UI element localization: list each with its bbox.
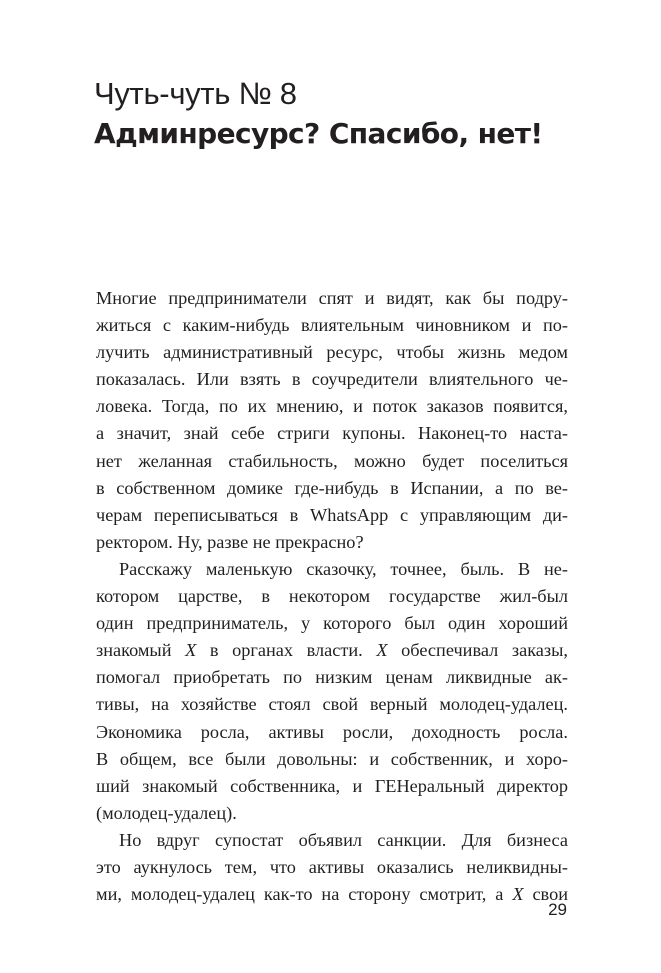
text-line: ректором. Ну, разве не прекрасно? [96,531,364,552]
variable-x: X [376,640,388,661]
text-line: ловека. Тогда, по их мнению, и поток заказов появится, [96,396,568,417]
text-line: это аукнулось тем, что активы оказались неликвидны- [96,856,568,877]
text-line: один предприниматель, у которого был один хороший [96,613,568,634]
text-line: нет желанная стабильность, можно будет поселиться [96,450,568,471]
text-line: знакомый X в органах власти. X обеспечивал заказы, [96,640,568,661]
text-line: (молодец-удалец). [96,802,237,823]
text-line: Расскажу маленькую сказочку, точнее, быль. В не- [119,558,568,579]
chapter-number: Чуть-чуть № 8 [94,76,297,111]
text-line: ший знакомый собственника, и ГЕНеральный директор [96,775,568,796]
variable-x: X [185,640,197,661]
text-line: Многие предприниматели спят и видят, как бы подру- [96,288,568,308]
text-line: тивы, на хозяйстве стоял свой верный молодец-удалец. [96,694,568,715]
text-line: котором царстве, в некотором государстве жил-был [96,586,568,607]
text-line: помогал приобретать по низким ценам ликвидные ак- [96,667,568,688]
variable-x: X [512,884,524,905]
text-line: лучить административный ресурс, чтобы жизнь медом [96,342,568,363]
text-line: ми, молодец-удалец как-то на сторону смотрит, а X свои [96,884,568,905]
text-line: а значит, знай себе стриги купоны. Наконец-то наста- [96,423,568,444]
text-line: Но вдруг супостат объявил санкции. Для бизнеса [119,829,568,850]
text-line: житься с каким-нибудь влиятельным чиновником и по- [96,315,568,336]
page-number: 29 [548,900,567,919]
body-text [96,285,568,908]
text-line: в собственном домике где-нибудь в Испании, а по ве- [96,477,568,498]
text-line: показалась. Или взять в соучредители влиятельного че- [96,369,568,390]
text-line: В общем, все были довольны: и собственник, и хоро- [96,748,568,769]
text-line: Экономика росла, активы росли, доходность росла. [96,721,568,742]
chapter-title: Админресурс? Спасибо, нет! [94,117,543,150]
text-line: черам переписываться в WhatsApp с управляющим ди- [96,504,568,525]
